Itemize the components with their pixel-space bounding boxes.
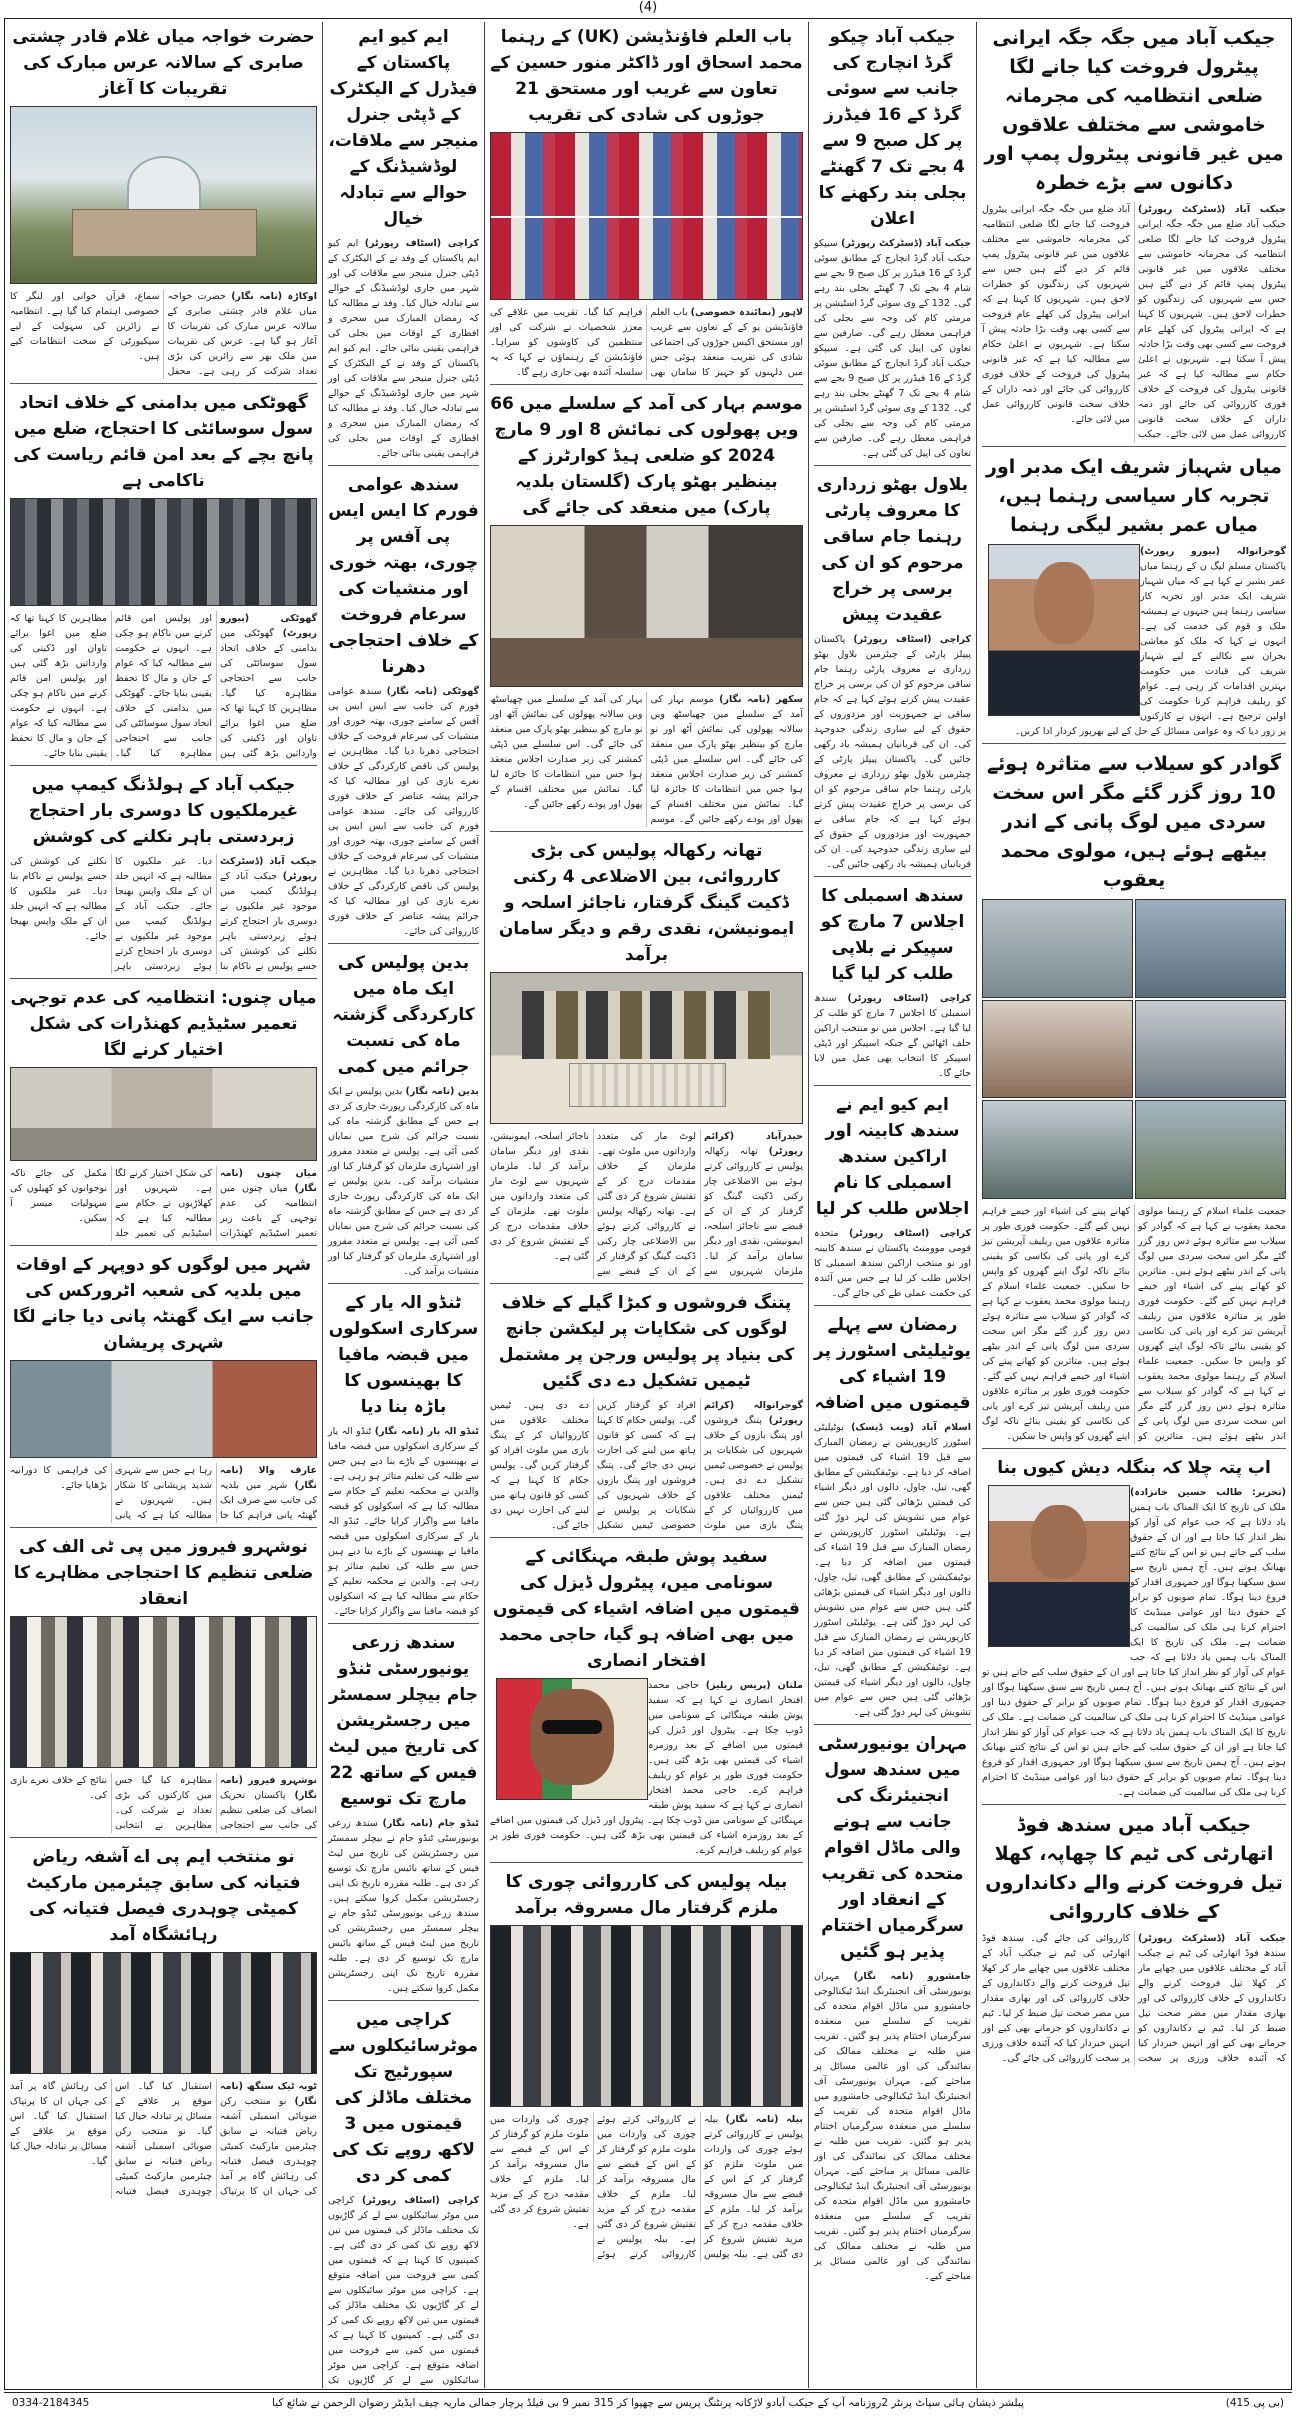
column-3 xyxy=(486,22,807,2386)
protest-photo xyxy=(10,498,317,606)
byline: عارف والا (نامہ نگار) xyxy=(220,1465,317,1491)
byline: کراچی (اسٹاف رپورٹر) xyxy=(853,634,971,645)
column-2 xyxy=(810,22,975,2386)
headline: جیکب آباد کے ہولڈنگ کیمپ میں غیرملکیوں کا دوسری بار احتجاج زبردستی باہر نکلنے کی کوشش xyxy=(28,775,299,847)
byline: جامشورو (نامہ نگار) xyxy=(853,1971,971,1982)
story-body xyxy=(814,1969,971,2284)
story-text: سیپکو جیکب آباد گرڈ انچارج کے مطابق سوئی گرڈ کے 16 فیڈرز پر کل صبح 9 بجے سے شام 4 بجے تک 7 گھنٹے بجلی بند رہے گی۔ 132 کے وی سوئی گرڈ اسٹیشن پر مرمتی کام کی وجہ سے بجلی کی فراہمی معطل رہے گی۔ صارفین سے تعاون کی اپیل کی گئی ہے۔ xyxy=(814,343,971,459)
headline: حضرت خواجہ میاں غلام قادر چشتی صابری کے سالانہ عرس مبارک کی تقریبات کا آغاز xyxy=(12,27,315,99)
story-body xyxy=(982,1204,1286,1444)
story-text: سندھ فوڈ اتھارٹی کی ٹیم نے جیکب آباد کے مختلف علاقوں میں چھاپے مار کر کھلا تیل فروخت کرنے والے دکانداروں کے خلاف کارروائی کی اور بھاری مقدار میں مضر صحت تیل ضبط کر لیا۔ ٹیم نے دکانداروں کو جرمانے بھی کیے اور انہیں خبردار کیا کہ آئندہ خلاف ورزی پر سخت کارروائی کی جائے گی۔ xyxy=(982,1933,1130,2064)
story-text: تھانہ رکھالہ پولیس نے کارروائی کرتے ہوئے بین الاضلاعی چار رکنی ڈکیت گینگ کو گرفتار کر کے ان کے قبضے سے ناجائز اسلحہ، ایمونیشن، نقدی اور دیگر سامان برآمد کر لیا۔ ملزمان شہریوں سے لوٹ مار کی متعدد وارداتوں میں ملوث تھے۔ ملزمان کے خلاف مقدمات درج کر کے تفتیش شروع کر دی گئی ہے۔ xyxy=(490,1131,696,1277)
story-text: جمعیت علماء اسلام کے رہنما مولوی محمد یعقوب نے کہا ہے کہ گوادر کو سیلاب سے متاثرہ ہوئے دس روز گزر گئے مگر اس سخت سردی میں لوگ پانی کے اندر بیٹھے ہوئے ہیں۔ متاثرین کو کھانے پینے کی اشیاء اور خیمے فراہم نہیں کیے گئے۔ حکومت فوری طور پر متاثرہ علاقوں میں ریلیف آپریشن تیز کرے اور پانی کی نکاسی کو یقینی بنائے تاکہ لوگ اپنے گھروں کو واپس جا سکیں۔ xyxy=(982,1281,1130,1442)
story-body xyxy=(10,289,317,379)
story-text: تھانہ رکھالہ پولیس نے کارروائی کرتے ہوئے بین الاضلاعی چار رکنی ڈکیت گینگ کو گرفتار کر کے ان کے قبضے سے ناجائز اسلحہ، ایمونیشن، نقدی اور دیگر سامان برآمد کر لیا۔ ملزمان شہریوں سے لوٹ مار کی متعدد وارداتوں میں ملوث تھے۔ ملزمان کے خلاف مقدمات درج کر کے تفتیش شروع کر دی گئی ہے۔ xyxy=(597,1131,803,1277)
story-dacoit-gang xyxy=(490,838,803,1284)
story-text: ٹنڈو الہ یار کے سرکاری اسکولوں میں قبضہ مافیا نے بھینسوں کے باڑے بنا دیے ہیں جس سے طلبہ کی تعلیم متاثر ہو رہی ہے۔ والدین نے محکمہ تعلیم کے حکام سے مطالبہ کیا ہے کہ اسکولوں کو قبضہ مافیا سے واگزار کرایا جائے۔ xyxy=(328,1426,479,1527)
story-urs-ceremony xyxy=(10,24,317,384)
byline: ملتان (پریس ریلیز) xyxy=(705,1680,803,1691)
story-text: پاکستان پیپلز پارٹی کے چیئرمین بلاول بھٹو زرداری نے معروف پارٹی رہنما جام ساقی مرحوم کو ان کی برسی پر خراج عقیدت پیش کرتے ہوئے کہا ہے کہ جام ساقی نے جمہوریت اور مزدوروں کے حقوق کے لیے ساری زندگی جدوجہد کی۔ ان کی قربانیاں ہمیشہ یاد رکھی جائیں گی۔ xyxy=(814,634,971,765)
story-text: جیکب آباد کے ہولڈنگ کیمپ میں موجود غیر ملکیوں نے دوسری بار احتجاج کرتے ہوئے زبردستی باہر نکلنے کی کوشش کی جسے پولیس نے ناکام بنا دیا۔ غیر ملکیوں کا مطالبہ ہے کہ انہیں جلد ان کے ملک واپس بھیجا جائے۔ xyxy=(115,856,317,972)
story-text: بدین پولیس نے ایک ماہ کی کارکردگی رپورٹ جاری کر دی ہے جس کے مطابق گزشتہ ماہ کی نسبت جرائم کی شرح میں نمایاں کمی آئی ہے۔ پولیس نے متعدد مفرور اور اشتہاری ملزمان کو گرفتار کیا اور منشیات برآمد کی۔ xyxy=(328,1176,479,1277)
flood-photo-grid xyxy=(982,899,1286,1199)
story-text: مہران یونیورسٹی آف انجنیئرنگ اینڈ ٹیکنالوجی جامشورو میں ماڈل اقوام متحدہ کی تقریب کے سلسلے میں منعقدہ سرگرمیاں اختتام پذیر ہو گئیں۔ تقریب میں طلبہ نے مختلف ممالک کی نمائندگی کی اور عالمی مسائل پر مباحثے کیے۔ xyxy=(814,2166,971,2282)
story-text: موسم بہار کی آمد کے سلسلے میں چھیاسٹھ ویں سالانہ پھولوں کی نمائش آٹھ اور نو مارچ کو بینظیر بھٹو پارک میں منعقد کی جائے گی۔ اس سلسلے میں ڈپٹی کمشنر کی زیر صدارت اجلاس منعقد ہوا جس میں انتظامات کا جائزہ لیا گیا۔ نمائش میں مختلف اقسام کے پھول اور پودے رکھے جائیں گے۔ xyxy=(650,694,803,825)
footer-imprint: پبلشر ذیشان ہائی سپاٹ پرنٹر 2روزنامہ آپ کے جیکب آبادو لاڑکانہ پرنٹنگ پریس سے چھپوا کر 315 نمبر 9 بی فیلڈ پرچار جمالی ماریہ چیف ایڈیٹر رضوان الرحمن نے شائع کیا xyxy=(272,2397,1024,2409)
story-text: گھوٹکی میں بدامنی کے خلاف اتحاد سول سوسائٹی کی جانب سے احتجاجی مظاہرہ کیا گیا۔ مظاہرین کا کہنا تھا کہ ضلع میں اغوا برائے تاوان اور ڈکیتی کی وارداتیں بڑھ گئی ہیں اور پولیس امن قائم کرنے میں ناکام ہو چکی ہے۔ انہوں نے حکومت سے مطالبہ کیا کہ عوام کے جان و مال کا تحفظ یقینی بنایا جائے۔ xyxy=(10,613,212,759)
story-text: جیکب آباد ضلع میں جگہ جگہ ایرانی پیٹرول فروخت کیا جانے لگا ضلعی انتظامیہ کی مجرمانہ خاموشی سے مختلف علاقوں میں غیر قانونی پیٹرول پمپ قائم کر دیے گئے ہیں جس سے شہریوں کی زندگیوں کو خطرات لاحق ہیں۔ شہریوں کا کہنا ہے کہ ایرانی پیٹرول کی کھلے عام فروخت سے کسی بھی وقت بڑا حادثہ پیش آ سکتا ہے۔ شہریوں نے اعلیٰ حکام سے مطالبہ کیا ہے کہ غیر قانونی پیٹرول کی فروخت کے خلاف فوری کارروائی کی جائے اور ذمہ داران کے خلاف سخت قانونی کارروائی عمل میں لائی جائے۔ xyxy=(1138,219,1286,440)
byline: بدین (نامہ نگار) xyxy=(405,1086,479,1097)
stadium-photo xyxy=(10,1067,317,1161)
story-body xyxy=(10,1166,317,1241)
story-body xyxy=(328,684,479,939)
column-5 xyxy=(6,22,321,2386)
story-text: یوٹیلیٹی اسٹورز کارپوریشن نے رمضان المبارک سے قبل 19 اشیاء کی قیمتوں میں اضافہ کر دیا ہے۔ نوٹیفکیشن کے مطابق گھی، تیل، چاول، دالوں اور دیگر اشیاء کی قیمتیں بڑھائی گئی ہیں جس سے عوام میں تشویش کی لہر دوڑ گئی ہے۔ xyxy=(814,1422,971,1538)
headline: جیکب آباد میں جگہ جگہ ایرانی پیٹرول فروخت کیا جانے لگا ضلعی انتظامیہ کی مجرمانہ خاموشی سے مختلف علاقوں میں غیر قانونی پیٹرول پمپ اور دکانوں سے بڑے خطرہ xyxy=(984,27,1284,194)
byline: لاہور (نمائندہ خصوصی) xyxy=(690,307,804,318)
flood-photo xyxy=(982,1000,1133,1099)
headline: ایم کیو ایم نے سندھ کابینہ اور اراکین سندھ اسمبلی کا نام اجلاس طلب کر لیا xyxy=(815,1095,970,1219)
story-body xyxy=(328,2193,479,2386)
story-body xyxy=(814,991,971,1081)
story-text: پاکستان تحریک انصاف کی ضلعی تنظیم کی جانب سے احتجاجی مظاہرہ کیا گیا جس میں کارکنوں کی بڑی تعداد نے شرکت کی۔ مظاہرین نے انتخابی نتائج کے خلاف نعرے بازی کی۔ xyxy=(10,1775,317,1831)
headline: گھوٹکی میں بدامنی کے خلاف اتحاد سول سوسائٹی کا احتجاج، ضلع میں پانچ بچے کے بعد امن قائم ریاست کی ناکامی ہے xyxy=(13,393,314,491)
wedding-photo xyxy=(490,132,803,300)
story-mehran-university xyxy=(814,1731,971,2288)
story-text: جیکب آباد ضلع میں جگہ جگہ ایرانی پیٹرول فروخت کیا جانے لگا ضلعی انتظامیہ کی مجرمانہ خاموشی سے مختلف علاقوں میں غیر قانونی پیٹرول پمپ قائم کر دیے گئے ہیں جس سے شہریوں کی زندگیوں کو خطرات لاحق ہیں۔ شہریوں کا کہنا ہے کہ ایرانی پیٹرول کی کھلے عام فروخت سے کسی بھی وقت بڑا حادثہ پیش آ سکتا ہے۔ شہریوں نے اعلیٰ حکام سے مطالبہ کیا ہے کہ غیر قانونی پیٹرول کی فروخت کے خلاف فوری کارروائی کی جائے اور ذمہ داران کے خلاف سخت قانونی کارروائی عمل میں لائی جائے۔ xyxy=(982,204,1162,440)
byline: میاں چنوں (نامہ نگار) xyxy=(220,1168,317,1194)
story-text: ایم کیو ایم پاکستان کے وفد نے کے الیکٹرک کے ڈپٹی جنرل منیجر سے ملاقات کی اور شہر میں جاری لوڈشیڈنگ کے حوالے سے تبادلہ خیال کیا۔ وفد نے مطالبہ کیا کہ رمضان المبارک میں سحری و افطاری کے اوقات میں بجلی کی فراہمی یقینی بنائی جائے۔ xyxy=(328,343,479,459)
story-bela-police xyxy=(490,1869,803,2266)
byline: کراچی (اسٹاف رپورٹر) xyxy=(848,1228,971,1239)
story-text: سندھ زرعی یونیورسٹی ٹنڈو جام نے بیچلر سمسٹر میں رجسٹریشن کی تاریخ میں لیٹ فیس کے ساتھ بائیس مارچ تک توسیع کر دی ہے۔ طلبہ مقررہ تاریخ تک اپنی رجسٹریشن مکمل کروا سکتے ہیں۔ xyxy=(328,1818,479,1904)
story-text: سندھ عوامی فورم کی جانب سے ایس ایس پی آفس کے سامنے چوری، بھتہ خوری اور منشیات کی سرعام فروخت کے خلاف احتجاجی دھرنا دیا گیا۔ مظاہرین نے پولیس کی ناقص کارکردگی کے خلاف نعرے بازی کی اور مطالبہ کیا کہ جرائم پیشہ عناصر کے خلاف فوری کارروائی کی جائے۔ xyxy=(328,686,479,817)
story-text: سندھ عوامی فورم کی جانب سے ایس ایس پی آفس کے سامنے چوری، بھتہ خوری اور منشیات کی سرعام فروخت کے خلاف احتجاجی دھرنا دیا گیا۔ مظاہرین نے پولیس کی ناقص کارکردگی کے خلاف نعرے بازی کی اور مطالبہ کیا کہ جرائم پیشہ عناصر کے خلاف فوری کارروائی کی جائے۔ xyxy=(328,806,479,937)
byline: حیدرآباد (کرائم رپورٹر) xyxy=(704,1131,803,1157)
story-text: بیلہ پولیس نے کارروائی کرتے ہوئے چوری کی واردات میں ملوث ملزم کو گرفتار کر کے اس کے قبضے سے مال مسروقہ برآمد کر لیا۔ ملزم کے خلاف مقدمہ درج کر کے مزید تفتیش شروع کر دی گئی ہے۔ xyxy=(490,2114,696,2260)
story-flower-show xyxy=(490,391,803,832)
story-sepco-outage xyxy=(814,24,971,466)
byline: کراچی (اسٹاف رپورٹر) xyxy=(847,993,971,1004)
story-text: ٹنڈو الہ یار کے سرکاری اسکولوں میں قبضہ مافیا نے بھینسوں کے باڑے بنا دیے ہیں جس سے طلبہ کی تعلیم متاثر ہو رہی ہے۔ والدین نے محکمہ تعلیم کے حکام سے مطالبہ کیا ہے کہ اسکولوں کو قبضہ مافیا سے واگزار کرایا جائے۔ xyxy=(328,1516,479,1617)
story-text: پاکستان پیپلز پارٹی کے چیئرمین بلاول بھٹو زرداری نے معروف پارٹی رہنما جام ساقی مرحوم کو ان کی برسی پر خراج عقیدت پیش کرتے ہوئے کہا ہے کہ جام ساقی نے جمہوریت اور مزدوروں کے حقوق کے لیے ساری زندگی جدوجہد کی۔ ان کی قربانیاں ہمیشہ یاد رکھی جائیں گی۔ xyxy=(814,754,971,870)
story-body xyxy=(10,1773,317,1833)
story-text: جمعیت علماء اسلام کے رہنما مولوی محمد یعقوب نے کہا ہے کہ گوادر کو سیلاب سے متاثرہ ہوئے دس روز گزر گئے مگر اس سخت سردی میں لوگ پانی کے اندر بیٹھے ہوئے ہیں۔ متاثرین کو کھانے پینے کی اشیاء اور خیمے فراہم نہیں کیے گئے۔ حکومت فوری طور پر متاثرہ علاقوں میں ریلیف آپریشن تیز کرے اور پانی کی نکاسی کو یقینی بنائے تاکہ لوگ اپنے گھروں کو واپس جا سکیں۔ xyxy=(1138,1206,1286,1367)
portrait-photo xyxy=(988,544,1140,716)
headline: باب العلم فاؤنڈیشن (UK) کے رہنما محمد اسحاق اور ڈاکٹر منور حسین کے تعاون سے غریب اور مستحق 21 جوڑوں کی شادی کی تقریب xyxy=(490,27,803,125)
shrine-photo xyxy=(10,106,317,284)
flood-photo xyxy=(982,1100,1133,1199)
story-stadium xyxy=(10,985,317,1246)
story-sindh-forum-protest xyxy=(328,472,479,944)
byline: ٹنڈو جام (نامہ نگار) xyxy=(382,1818,479,1829)
story-shehbaz-sharif xyxy=(982,453,1286,744)
byline: گوجرانوالہ (بیورو رپورٹ) xyxy=(1140,546,1286,557)
flood-photo xyxy=(1135,899,1286,998)
story-text: سندھ زرعی یونیورسٹی ٹنڈو جام نے بیچلر سمسٹر میں رجسٹریشن کی تاریخ میں لیٹ فیس کے ساتھ بائیس مارچ تک توسیع کر دی ہے۔ طلبہ مقررہ تاریخ تک اپنی رجسٹریشن مکمل کروا سکتے ہیں۔ xyxy=(328,1908,479,1994)
story-body xyxy=(328,1816,479,1996)
story-text: حاجی محمد افتخار انصاری نے کہا ہے کہ سفید پوش طبقہ مہنگائی کے سونامی میں ڈوب چکا ہے۔ پیٹرول اور ڈیزل کی قیمتوں میں اضافے کے بعد روزمرہ اشیاء کی قیمتیں بھی بڑھ گئی ہیں۔ حکومت فوری طور پر عوام کو ریلیف فراہم کرے۔ xyxy=(648,1680,803,1796)
headline: بدین پولیس کی ایک ماہ میں کارکردگی گزشتہ ماہ کی نسبت جرائم میں کمی xyxy=(332,953,475,1077)
story-text: سیپکو جیکب آباد گرڈ انچارج کے مطابق سوئی گرڈ کے 16 فیڈرز پر کل صبح 9 بجے سے شام 4 بجے تک 7 گھنٹے بجلی بند رہے گی۔ 132 کے وی سوئی گرڈ اسٹیشن پر مرمتی کام کی وجہ سے بجلی کی فراہمی معطل رہے گی۔ صارفین سے تعاون کی اپیل کی گئی ہے۔ xyxy=(814,238,971,354)
story-body xyxy=(814,1420,971,1720)
page-number: (4) xyxy=(638,0,658,15)
headline: مہران یونیورسٹی میں سندھ سول انجنیئرنگ کی جانب سے ہونے والی ماڈل اقوام متحدہ کی تقریب کے انعقاد اور سرگرمیاں اختتام پذیر ہو گئیں xyxy=(818,1734,967,1962)
officer-photo xyxy=(496,1678,648,1800)
byline: ٹنڈو الہ یار (نامہ نگار) xyxy=(374,1426,479,1437)
headline: پتنگ فروشوں و کبڑا گیلے کے خلاف لوگوں کی شکایات پر لیکشن جانچ کی بنیاد پر پولیس ورجن پر مشتمل ٹیمیں تشکیل دے دی گئیں xyxy=(498,1293,795,1391)
story-agri-university xyxy=(328,1630,479,2001)
headline: ٹنڈو الہ یار کے سرکاری اسکولوں میں قبضہ مافیا کا بھینسوں کا باڑہ بنا دیا xyxy=(328,1293,479,1417)
story-text: موسم بہار کی آمد کے سلسلے میں چھیاسٹھ ویں سالانہ پھولوں کی نمائش آٹھ اور نو مارچ کو بینظیر بھٹو پارک میں منعقد کی جائے گی۔ اس سلسلے میں ڈپٹی کمشنر کی زیر صدارت اجلاس منعقد ہوا جس میں انتظامات کا جائزہ لیا گیا۔ نمائش میں مختلف اقسام کے پھول اور پودے رکھے جائیں گے۔ xyxy=(490,694,675,825)
column-rule xyxy=(484,22,485,2388)
story-kite-sellers xyxy=(490,1290,803,1538)
column-1 xyxy=(978,22,1290,2386)
headline: اب پتہ چلا کہ بنگلہ دیش کیوں بنا xyxy=(997,1458,1271,1478)
story-gwadar-flood xyxy=(982,750,1286,1449)
headline: سفید پوش طبقہ مہنگائی کے سونامی میں، پیٹرول ڈیزل کی قیمتوں میں اضافہ اشیاء کی قیمتوں میں بھی اضافہ ہو گیا، حاجی محمد افتخار انصاری xyxy=(493,1547,800,1671)
column-4 xyxy=(324,22,483,2386)
byline: سکھر (نامہ نگار) xyxy=(719,694,803,705)
story-text: ملک کی تاریخ کا ایک المناک باب ہمیں یاد دلاتا ہے کہ جب عوام کی آواز کو نظر انداز کیا جاتا ہے اور ان کے حقوق سلب کیے جاتے ہیں تو اس کے نتائج کتنے بھیانک ہوتے ہیں۔ آج ہمیں تاریخ سے سبق سیکھنا ہوگا اور جمہوری اقدار کو فروغ دینا ہوگا۔ تمام صوبوں کو برابر کے حقوق دینا اور عوامی مینڈیٹ کا احترام کرنا ہی ملک کی سالمیت کی ضمانت ہے۔ xyxy=(1130,1502,1286,1648)
story-text: سندھ اسمبلی کا اجلاس 7 مارچ کو طلب کر لیا گیا ہے۔ اجلاس میں نو منتخب اراکین حلف اٹھائیں گے جبکہ اسپیکر اور ڈپٹی اسپیکر کا انتخاب بھی عمل میں لایا جائے گا۔ xyxy=(814,993,972,1079)
headline: تھانہ رکھالہ پولیس کی بڑی کارروائی، بین الاضلاعی 4 رکنی ڈکیت گینگ گرفتار، ناجائز اسلحہ و ایمونیشن، نقدی رقم و دیگر سامان برآمد xyxy=(498,841,795,965)
story-kelectric-meeting xyxy=(328,24,479,466)
byline: بیلہ (نامہ نگار) xyxy=(725,2114,803,2125)
story-body xyxy=(814,236,971,461)
byline: کراچی (اسٹاف رپورٹر) xyxy=(362,2195,479,2206)
headline: کراچی میں موٹرسائیکلوں سے سپورٹیج تک مختلف ماڈلز کی قیمتوں میں 3 لاکھ روپے تک کی کمی کر دی xyxy=(328,2010,479,2186)
story-text: ملک کی تاریخ کا ایک المناک باب ہمیں یاد دلاتا ہے کہ جب عوام کی آواز کو نظر انداز کیا جاتا ہے اور ان کے حقوق سلب کیے جاتے ہیں تو اس کے نتائج کتنے بھیانک ہوتے ہیں۔ آج ہمیں تاریخ سے سبق سیکھنا ہوگا اور جمہوری اقدار کو فروغ دینا ہوگا۔ تمام صوبوں کو برابر کے حقوق دینا اور عوامی مینڈیٹ کا احترام کرنا ہی ملک کی سالمیت کی ضمانت ہے۔ xyxy=(982,1712,1286,1798)
story-text: پاکستان مسلم لیگ ن کے رہنما میاں عمر بشیر نے کہا ہے کہ میاں شہباز شریف ایک مدبر اور تجربہ کار سیاسی رہنما ہیں جنہوں نے ہمیشہ ملک و قوم کی خدمت کی ہے۔ انہوں نے کہا کہ ملک کو معاشی بحران سے نکالنے کے لیے شہباز شریف کی قیادت میں حکومت بہترین اقدامات کر رہی ہے۔ عوام کو ریلیف فراہم کرنا حکومت کی اولین ترجیح ہے۔ انہوں نے کارکنوں پر زور دیا کہ وہ عوامی مسائل کے حل کے لیے بھرپور کردار ادا کریں۔ xyxy=(1014,561,1286,737)
story-text: پتنگ فروشوں اور پتنگ بازوں کے خلاف شہریوں کی شکایات پر پولیس نے خصوصی ٹیمیں تشکیل دے دی ہیں۔ ٹیمیں مختلف علاقوں میں کارروائیاں کر کے پتنگ بازی میں ملوث افراد کو گرفتار کریں گی۔ پولیس حکام کا کہنا ہے کہ کسی کو قانون ہاتھ میں لینے کی اجازت نہیں دی جائے گی۔ xyxy=(597,1400,803,1531)
story-text: باب العلم فاؤنڈیشن یو کے کے تعاون سے غریب اور مستحق اکیس جوڑوں کی اجتماعی شادی کی تقریب منعقد ہوئی جس میں دلہنوں کو جہیز کا سامان بھی فراہم کیا گیا۔ تقریب میں علاقے کی معزز شخصیات نے شرکت کی اور منتظمین کی کاوشوں کو سراہا۔ فاؤنڈیشن کے رہنماؤں نے کہا کہ یہ سلسلہ آئندہ بھی جاری رہے گا۔ xyxy=(490,307,803,378)
story-body xyxy=(814,632,971,872)
story-iranian-petrol xyxy=(982,24,1286,447)
story-text: جیکب آباد کے ہولڈنگ کیمپ میں موجود غیر ملکیوں نے دوسری بار احتجاج کرتے ہوئے زبردستی باہر نکلنے کی کوشش کی جسے پولیس نے ناکام بنا دیا۔ غیر ملکیوں کا مطالبہ ہے کہ انہیں جلد ان کے ملک واپس بھیجا جائے۔ xyxy=(10,856,212,972)
headline: میاں چنوں: انتظامیہ کی عدم توجہی تعمیر سٹیڈیم کھنڈرات کی شکل اختیار کرنے لگا xyxy=(10,988,317,1060)
pti-protest-photo xyxy=(10,1616,317,1768)
headline: بلاول بھٹو زرداری کا معروف پارٹی رہنما جام ساقی مرحوم کو ان کی برسی پر خراج عقیدت پیش xyxy=(816,475,969,625)
arrest-photo xyxy=(490,1925,803,2107)
headline: بیلہ پولیس کی کارروائی چوری کا ملزم گرفتار مال مسروقہ برآمد xyxy=(505,1872,788,1918)
story-text: مہران یونیورسٹی آف انجنیئرنگ اینڈ ٹیکنالوجی جامشورو میں ماڈل اقوام متحدہ کی تقریب کے سلسلے میں منعقدہ سرگرمیاں اختتام پذیر ہو گئیں۔ تقریب میں طلبہ نے مختلف ممالک کی نمائندگی کی اور عالمی مسائل پر مباحثے کیے۔ xyxy=(814,1971,972,2087)
column-rule xyxy=(976,22,977,2388)
story-text: بیلہ پولیس نے کارروائی کرتے ہوئے چوری کی واردات میں ملوث ملزم کو گرفتار کر کے اس کے قبضے سے مال مسروقہ برآمد کر لیا۔ ملزم کے خلاف مقدمہ درج کر کے مزید تفتیش شروع کر دی گئی ہے۔ xyxy=(704,2114,803,2260)
story-text: کراچی میں موٹر سائیکلوں سے لے کر گاڑیوں تک xyxy=(328,2360,479,2386)
story-body xyxy=(10,611,317,761)
headline: موسم بہار کی آمد کے سلسلے میں 66 ویں پھولوں کی نمائش 8 اور 9 مارچ 2024 کو ضلعی ہیڈ کوارٹرز کے بینظیر بھٹو پارک (گلستان بلدیہ پارک) میں منعقد کی جائے گی xyxy=(490,394,803,518)
story-text: نو منتخب رکن صوبائی اسمبلی آشفہ ریاض فتیانہ نے سابق چیئرمین مارکیٹ کمیٹی چوہدری فیصل فتیانہ کی رہائش گاہ پر آمد کی جہاں ان کا پرتپاک استقبال کیا گیا۔ اس موقع پر علاقے کے مسائل پر تبادلہ خیال کیا گیا۔ xyxy=(10,2081,212,2197)
story-body xyxy=(490,1398,803,1533)
story-utility-stores xyxy=(814,1312,971,1725)
byline: ٹوبہ ٹیک سنگھ (نامہ نگار) xyxy=(220,2081,317,2107)
story-body xyxy=(10,854,317,974)
headline: جیکب آباد چیکو گرڈ انچارج کی جانب سے سوئی گرڈ کے 16 فیڈرز پر کل صبح 9 سے 4 بجے تک 7 گھنٹے بجلی بند رکھنے کا اعلان xyxy=(818,27,967,229)
story-food-authority xyxy=(982,1811,1286,2070)
story-text: نو منتخب رکن صوبائی اسمبلی آشفہ ریاض فتیانہ نے سابق چیئرمین مارکیٹ کمیٹی چوہدری فیصل فتیانہ کی رہائش گاہ پر آمد کی جہاں ان کا پرتپاک استقبال کیا گیا۔ اس موقع پر علاقے کے مسائل پر تبادلہ خیال کیا گیا۔ xyxy=(115,2081,317,2197)
headline: رمضان سے پہلے یوٹیلیٹی اسٹورز پر 19 اشیاء کی قیمتوں میں اضافہ xyxy=(814,1315,971,1413)
story-body xyxy=(10,1463,317,1523)
meeting-photo xyxy=(490,525,803,687)
byline: اوکاڑہ (نامہ نگار) xyxy=(231,291,317,302)
story-body xyxy=(328,1084,479,1279)
headline: میاں شہباز شریف ایک مدبر اور تجربہ کار سیاسی رہنما ہیں، میاں عمر بشیر لیگی رہنما xyxy=(986,456,1282,536)
story-text: کراچی میں موٹر سائیکلوں سے لے کر گاڑیوں تک مختلف ماڈلز کی قیمتوں میں تین لاکھ روپے تک کمی کر دی گئی ہے۔ کمپنیوں کا کہنا ہے کہ قیمتوں میں کمی سے فروخت میں اضافہ متوقع ہے۔ xyxy=(328,2285,479,2371)
story-text: کراچی میں موٹر سائیکلوں سے لے کر گاڑیوں تک مختلف ماڈلز کی قیمتوں میں تین لاکھ روپے تک کمی کر دی گئی ہے۔ کمپنیوں کا کہنا ہے کہ قیمتوں میں کمی سے فروخت میں اضافہ متوقع ہے۔ xyxy=(328,2195,479,2296)
story-text: یوٹیلیٹی اسٹورز کارپوریشن نے رمضان المبارک سے قبل 19 اشیاء کی قیمتوں میں اضافہ کر دیا ہے۔ نوٹیفکیشن کے مطابق گھی، تیل، چاول، دالوں اور دیگر اشیاء کی قیمتیں بڑھائی گئی ہیں جس سے عوام میں تشویش کی لہر دوڑ گئی ہے۔ xyxy=(814,1527,972,1628)
police-photo xyxy=(490,972,803,1124)
story-text: حاجی محمد افتخار انصاری نے کہا ہے کہ سفید پوش طبقہ مہنگائی کے سونامی میں ڈوب چکا ہے۔ پیٹرول اور ڈیزل کی قیمتوں میں اضافے کے بعد روزمرہ اشیاء کی قیمتیں بھی بڑھ گئی ہیں۔ حکومت فوری طور پر عوام کو ریلیف فراہم کرے۔ xyxy=(490,1785,803,1856)
byline: اسلام آباد (ویب ڈیسک) xyxy=(851,1422,971,1433)
byline: گھوٹکی (نامہ نگار) xyxy=(386,686,479,697)
headline: سندھ اسمبلی کا اجلاس 7 مارچ کو سپیکر نے بلاپی طلب کر لیا گیا xyxy=(820,886,965,984)
story-text: بیلہ پولیس نے کارروائی کرتے ہوئے چوری کی واردات میں ملوث ملزم کو گرفتار کر کے اس کے قبضے سے مال مسروقہ برآمد کر لیا۔ ملزم کے خلاف مقدمہ درج کر کے مزید تفتیش شروع کر دی گئی ہے۔ xyxy=(597,2114,748,2260)
headline: ایم کیو ایم پاکستان کے فیڈرل کے الیکٹرک کے ڈپٹی جنرل منیجر سے ملاقات، لوڈشیڈنگ کے حوالے سے تبادلہ خیال xyxy=(328,27,479,229)
story-inflation xyxy=(490,1544,803,1863)
story-body xyxy=(814,1226,971,1301)
story-bangladesh-column xyxy=(982,1455,1286,1805)
byline: نوشہرو فیروز (نامہ نگار) xyxy=(220,1775,317,1801)
headline: سندھ زرعی یونیورسٹی ٹنڈو جام بیچلر سمسٹر میں رجسٹریشن کی تاریخ میں لیٹ فیس کے ساتھ 22 مارچ تک توسیع xyxy=(328,1633,479,1809)
story-schools-encroachment xyxy=(328,1290,479,1624)
headline: گوادر کو سیلاب سے متاثرہ ہوئے 10 روز گزر گئے مگر اس سخت سردی میں لوگ پانی کے اندر بیٹھے ہوئے ہیں، مولوی محمد یعقوب xyxy=(986,753,1282,891)
footer-code: (بی پی 415) xyxy=(1225,2397,1284,2409)
byline: جیکب آباد (ڈسٹرکٹ رپورٹر) xyxy=(1138,1933,1286,1944)
story-body xyxy=(10,2079,317,2199)
story-body xyxy=(982,1931,1286,2066)
byline: جیکب آباد (ڈسٹرکٹ رپورٹر) xyxy=(220,856,317,882)
flood-photo xyxy=(1135,1000,1286,1099)
headline: شہر میں لوگوں کو دوپہر کے اوقات میں بلدیہ کی شعبہ اٹرورکس کی جانب سے ایک گھنٹہ پانی دیا جانے لگا شہری پریشان xyxy=(12,1255,315,1353)
story-bilawal-jam-saqi xyxy=(814,472,971,877)
story-mass-wedding xyxy=(490,24,803,385)
story-text: سندھ فوڈ اتھارٹی کی ٹیم نے جیکب آباد کے مختلف علاقوں میں چھاپے مار کر کھلا تیل فروخت کرنے والے دکانداروں کے خلاف کارروائی کی اور بھاری مقدار میں مضر صحت تیل ضبط کر لیا۔ ٹیم نے دکانداروں کو جرمانے بھی کیے اور انہیں خبردار کیا کہ آئندہ خلاف ورزی پر سخت کارروائی کی جائے گی۔ xyxy=(1030,1933,1286,2064)
story-text: مہران یونیورسٹی آف انجنیئرنگ اینڈ ٹیکنالوجی جامشورو میں ماڈل اقوام متحدہ کی تقریب کے سلسلے میں منعقدہ سرگرمیاں اختتام پذیر ہو گئیں۔ تقریب میں طلبہ نے مختلف ممالک کی نمائندگی کی اور عالمی مسائل پر مباحثے کیے۔ xyxy=(814,2076,971,2177)
story-text: متحدہ قومی موومنٹ پاکستان نے سندھ کابینہ اور نو منتخب اراکین سندھ اسمبلی کا اجلاس طلب کر لیا ہے جس میں آئندہ کی حکمت عملی طے کی جائے گی۔ xyxy=(814,1228,971,1299)
story-body xyxy=(490,2112,803,2262)
story-body xyxy=(490,1129,803,1279)
story-holding-camp xyxy=(10,772,317,979)
headline: جیکب آباد میں سندھ فوڈ اتھارٹی کی ٹیم کا چھاپہ، کھلا تیل فروخت کرنے والے دکانداروں کے خلاف کارروائی xyxy=(985,1814,1283,1923)
byline: جیکب آباد (ڈسٹرکٹ رپورٹر) xyxy=(841,238,971,249)
building-photo xyxy=(10,1360,317,1458)
headline: سندھ عوامی فورم کا ایس ایس پی آفس پر چوری، بھتہ خوری اور منشیات کی سرعام فروخت کے خلاف احتجاجی دھرنا xyxy=(328,475,479,677)
story-vehicle-prices xyxy=(328,2007,479,2386)
story-body xyxy=(490,692,803,827)
story-body xyxy=(328,236,479,461)
headline: نو منتخب ایم پی اے آشفہ ریاض فتیانہ کی سابق چیئرمین مارکیٹ کمیٹی چوہدری فیصل فتیانہ کی رہائشگاہ آمد xyxy=(26,1847,301,1945)
story-text: ایم کیو ایم پاکستان کے وفد نے کے الیکٹرک کے ڈپٹی جنرل منیجر سے ملاقات کی اور شہر میں جاری لوڈشیڈنگ کے حوالے سے تبادلہ خیال کیا۔ وفد نے مطالبہ کیا کہ رمضان المبارک میں سحری و افطاری کے اوقات میں بجلی کی فراہمی یقینی بنائی جائے۔ xyxy=(328,238,479,354)
visit-photo xyxy=(10,1952,317,2074)
byline: (تحریر: طالب حسین خانزادہ) xyxy=(1130,1487,1286,1498)
story-mqm-meeting xyxy=(814,1092,971,1306)
story-text: ملک کی تاریخ کا ایک المناک باب ہمیں یاد دلاتا ہے کہ جب عوام کی آواز کو نظر انداز کیا جاتا ہے اور ان کے حقوق سلب کیے جاتے ہیں تو اس کے نتائج کتنے بھیانک ہوتے ہیں۔ آج ہمیں تاریخ سے سبق سیکھنا ہوگا اور جمہوری اقدار کو فروغ دینا ہوگا۔ تمام صوبوں کو برابر کے حقوق دینا اور عوامی مینڈیٹ کا احترام کرنا ہی ملک کی سالمیت کی ضمانت ہے۔ xyxy=(982,1637,1286,1723)
story-mpa-visit xyxy=(10,1844,317,2203)
column-rule xyxy=(322,22,323,2388)
story-badin-police xyxy=(328,950,479,1284)
story-text: یوٹیلیٹی اسٹورز کارپوریشن نے رمضان المبارک سے قبل 19 اشیاء کی قیمتوں میں اضافہ کر دیا ہے۔ نوٹیفکیشن کے مطابق گھی، تیل، چاول، دالوں اور دیگر اشیاء کی قیمتیں بڑھائی گئی ہیں جس سے عوام میں تشویش کی لہر دوڑ گئی ہے۔ xyxy=(814,1617,971,1718)
story-sindh-assembly xyxy=(814,883,971,1086)
story-text: گھوٹکی میں بدامنی کے خلاف اتحاد سول سوسائٹی کی جانب سے احتجاجی مظاہرہ کیا گیا۔ مظاہرین کا کہنا تھا کہ ضلع میں اغوا برائے تاوان اور ڈکیتی کی وارداتیں بڑھ گئی ہیں اور پولیس امن قائم کرنے میں ناکام ہو چکی ہے۔ انہوں نے حکومت سے مطالبہ کیا کہ عوام کے جان و مال کا تحفظ یقینی بنایا جائے۔ xyxy=(115,613,317,759)
imprint-footer xyxy=(4,2392,1292,2413)
story-body xyxy=(982,202,1286,442)
byline: کراچی (اسٹاف رپورٹر) xyxy=(364,238,479,249)
flood-photo xyxy=(1135,1100,1286,1199)
story-pti-protest xyxy=(10,1534,317,1838)
story-ghotki-protest xyxy=(10,390,317,766)
story-water-supply xyxy=(10,1252,317,1528)
byline: گھوٹکی (بیورو رپورٹ) xyxy=(220,613,317,639)
column-rule xyxy=(808,22,809,2388)
author-photo xyxy=(988,1485,1130,1647)
byline: جیکب آباد (ڈسٹرکٹ رپورٹر) xyxy=(1138,204,1286,215)
story-text: جمعیت علماء اسلام کے رہنما مولوی محمد یعقوب نے کہا ہے کہ گوادر کو سیلاب سے متاثرہ ہوئے دس روز گزر گئے مگر اس سخت سردی میں لوگ پانی کے اندر بیٹھے ہوئے ہیں۔ متاثرین کو کھانے پینے کی اشیاء اور خیمے فراہم نہیں کیے گئے۔ حکومت فوری طور پر متاثرہ علاقوں میں ریلیف آپریشن تیز کرے اور پانی کی نکاسی کو یقینی بنائے تاکہ لوگ اپنے گھروں کو واپس جا سکیں۔ xyxy=(982,1206,1286,1442)
story-body xyxy=(490,305,803,380)
story-text: میاں چنوں میں انتظامیہ کی عدم توجہی کے باعث زیر تعمیر اسٹیڈیم کھنڈرات کی شکل اختیار کرنے لگا ہے۔ شہریوں اور کھلاڑیوں نے حکام سے مطالبہ کیا ہے کہ اسٹیڈیم کی تعمیر جلد مکمل کی جائے تاکہ نوجوانوں کو کھیلوں کی سہولیات میسر آ سکیں۔ xyxy=(10,1168,317,1239)
story-body xyxy=(328,1424,479,1619)
footer-phone: 0334-2184345 xyxy=(12,2397,90,2409)
story-text: حضرت خواجہ میاں غلام قادر چشتی صابری کے سالانہ عرس مبارک کی تقریبات کا آغاز ہو گیا ہے۔ عرس کی تقریبات میں ملک بھر سے زائرین کی بڑی تعداد شرکت کر رہی ہے۔ محفل سماع، قرآن خوانی اور لنگر کا خصوصی اہتمام کیا گیا ہے۔ انتظامیہ نے زائرین کی سہولت کے لیے سیکیورٹی کے سخت انتظامات کیے ہیں۔ xyxy=(10,291,317,377)
story-text: بدین پولیس نے ایک ماہ کی کارکردگی رپورٹ جاری کر دی ہے جس کے مطابق گزشتہ ماہ کی نسبت جرائم کی شرح میں نمایاں کمی آئی ہے۔ پولیس نے متعدد مفرور اور اشتہاری ملزمان کو گرفتار کیا اور منشیات برآمد کی۔ xyxy=(328,1086,479,1187)
headline: نوشہرو فیروز میں پی ٹی الف کی ضلعی تنظیم کا احتجاجی مظاہرے کا انعقاد xyxy=(13,1537,314,1609)
story-text: شہر میں بلدیہ کی جانب سے صرف ایک گھنٹہ پانی فراہم کیا جا رہا ہے جس سے شہری شدید پریشانی کا شکار ہیں۔ شہریوں نے مطالبہ کیا ہے کہ پانی کی فراہمی کا دورانیہ بڑھایا جائے۔ xyxy=(10,1465,317,1521)
byline: گوجرانوالہ (کرائم رپورٹر) xyxy=(704,1400,803,1426)
story-text: پتنگ فروشوں اور پتنگ بازوں کے خلاف شہریوں کی شکایات پر پولیس نے خصوصی ٹیمیں تشکیل دے دی ہیں۔ ٹیمیں مختلف علاقوں میں کارروائیاں کر کے پتنگ بازی میں ملوث افراد کو گرفتار کریں گی۔ پولیس حکام کا کہنا ہے کہ کسی کو قانون ہاتھ میں لینے کی اجازت نہیں دی جائے گی۔ xyxy=(490,1400,696,1531)
flood-photo xyxy=(982,899,1133,998)
